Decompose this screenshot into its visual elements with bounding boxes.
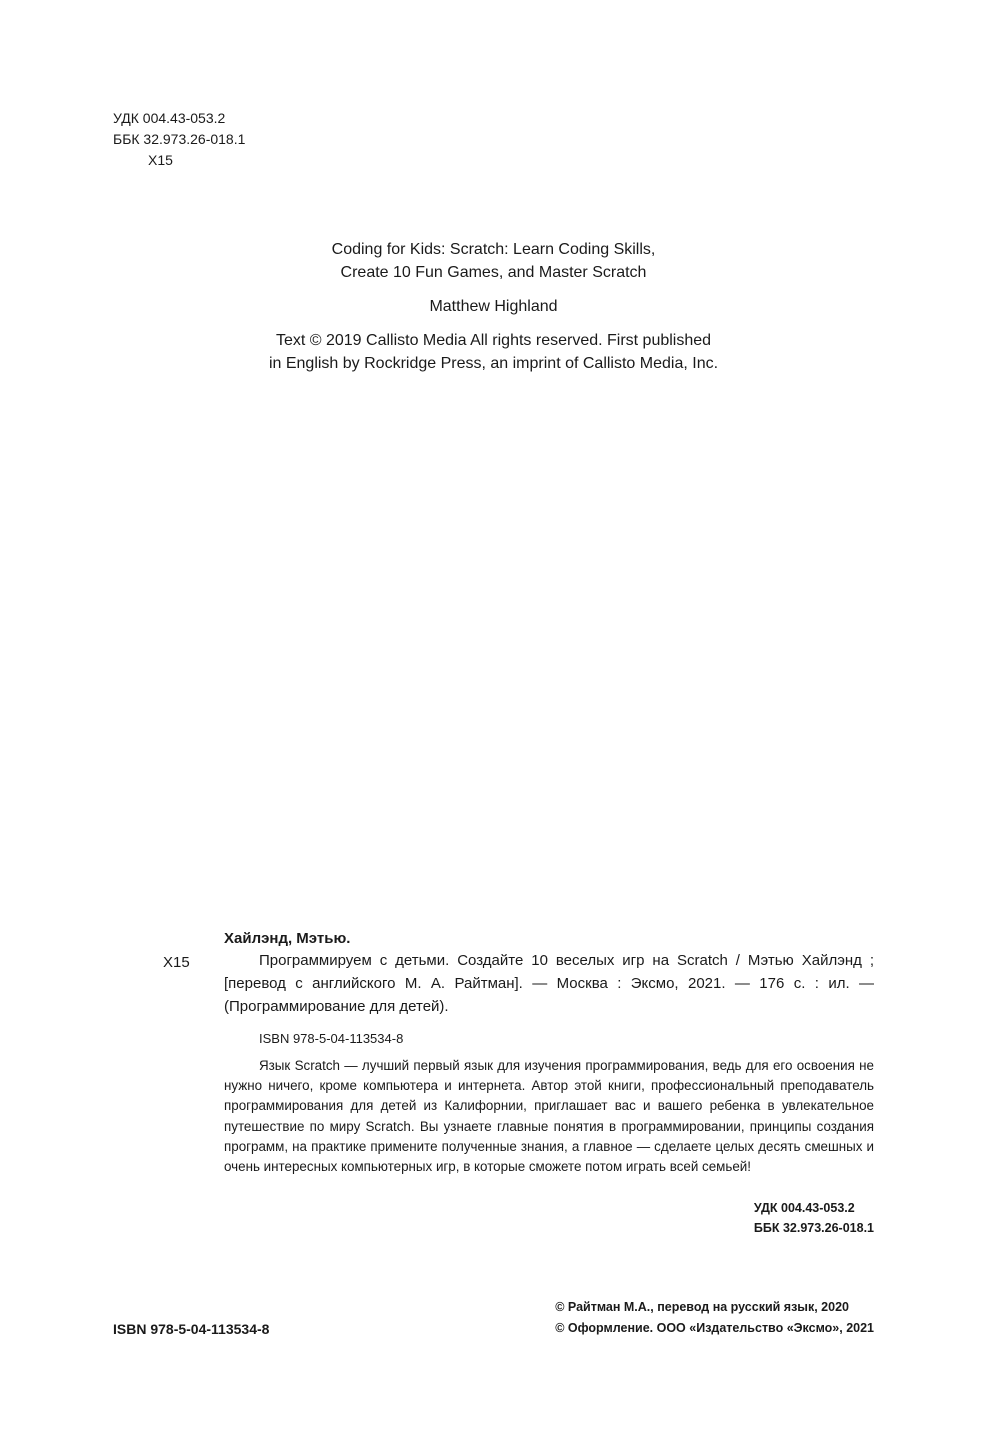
- original-title-line2: Create 10 Fun Games, and Master Scratch: [340, 264, 647, 281]
- record-bbk: ББК 32.973.26-018.1: [753, 1221, 874, 1235]
- original-title-line1: Coding for Kids: Scratch: Learn Coding Skills,: [331, 241, 656, 258]
- record-description: Программируем с детьми. Создайте 10 веселых игр на Scratch / Мэтью Хайлэнд ; [перевод с английского М. А. Райтман]. — Москва : Эксмо, 2021. — 176 с. : ил. — (Программирование для детей).: [224, 952, 874, 1015]
- copyright-translation: © Райтман М.А., перевод на русский язык, 2020: [555, 1300, 849, 1314]
- copyright-design: © Оформление. ООО «Издательство «Эксмо», 2021: [555, 1321, 874, 1335]
- header-bbk: ББК 32.973.26-018.1: [113, 131, 246, 147]
- record-author-heading: Хайлэнд, Мэтью.: [224, 930, 351, 947]
- original-edition-info: [180, 238, 807, 386]
- footer-isbn: ISBN 978-5-04-113534-8: [113, 1321, 270, 1337]
- header-classification: [113, 108, 245, 171]
- original-rights: [180, 329, 807, 375]
- record-isbn: ISBN 978-5-04-113534-8: [259, 1031, 404, 1046]
- header-udk: УДК 004.43-053.2: [113, 110, 226, 126]
- footer-copyrights: [555, 1297, 874, 1339]
- original-author: Matthew Highland: [429, 298, 558, 315]
- record-classification: [754, 1198, 874, 1238]
- record-udk: УДК 004.43-053.2: [753, 1201, 855, 1215]
- header-code: Х15: [148, 152, 173, 168]
- record-annotation: Язык Scratch — лучший первый язык для изучения программирования, ведь для его освоения не нужно ничего, кроме компьютера и интернета. Автор этой книги, профессиональный преподаватель программирования для детей из Калифорнии, приглашает вас и вашего ребенка в увлекательное путешествие по миру Scratch. Вы узнаете главные понятия в программировании, принципы создания программ, на практике примените полученные знания, а главное — сделаете целых десять смешных и очень интересных компьютерных игр, в которые сможете потом играть всей семьей!: [224, 1058, 874, 1175]
- original-rights-line2: in English by Rockridge Press, an imprint of Callisto Media, Inc.: [268, 355, 719, 372]
- original-title: [180, 238, 807, 284]
- record-code: Х15: [163, 954, 190, 971]
- original-rights-line1: Text © 2019 Callisto Media All rights reserved. First published: [275, 332, 712, 349]
